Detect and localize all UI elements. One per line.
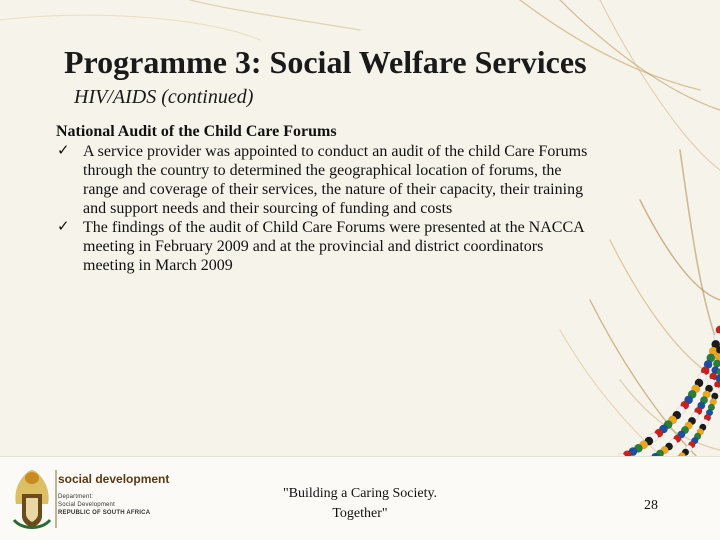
logo-line: REPUBLIC OF SOUTH AFRICA [58, 510, 151, 516]
slide-title: Programme 3: Social Welfare Services [64, 44, 587, 80]
slide-subtitle: HIV/AIDS (continued) [74, 86, 254, 108]
bullet-item-2 [56, 218, 656, 275]
tagline-line: Together" [332, 506, 388, 521]
logo-title: social development [58, 472, 170, 486]
slide-content [56, 122, 656, 275]
logo-line: Social Development [58, 502, 115, 508]
checkmark-icon: ✓ [57, 143, 70, 159]
footer-tagline [270, 484, 450, 524]
bullet-line: The findings of the audit of Child Care Forums were presented at the NACCA [83, 219, 585, 236]
bullet-line: A service provider was appointed to conduct an audit of the child Care Forums [83, 143, 588, 160]
bead [713, 360, 720, 368]
bullet-line: meeting in March 2009 [83, 257, 233, 274]
bullet-line: and support needs and their sourcing of funding and costs [83, 200, 453, 217]
checkmark-icon: ✓ [57, 219, 70, 235]
bullet-line: range and coverage of their services, the nature of their capacity, their training [83, 181, 584, 198]
bullet-item-1 [56, 142, 656, 218]
page-number: 28 [644, 498, 658, 513]
tagline-line: "Building a Caring Society. [282, 486, 438, 501]
bullet-line: through the country to determined the geographical location of forums, the [83, 162, 562, 179]
section-heading: National Audit of the Child Care Forums [56, 123, 337, 140]
logo-line: Department: [58, 494, 94, 500]
bullet-line: meeting in February 2009 and at the provincial and district coordinators [83, 238, 544, 255]
